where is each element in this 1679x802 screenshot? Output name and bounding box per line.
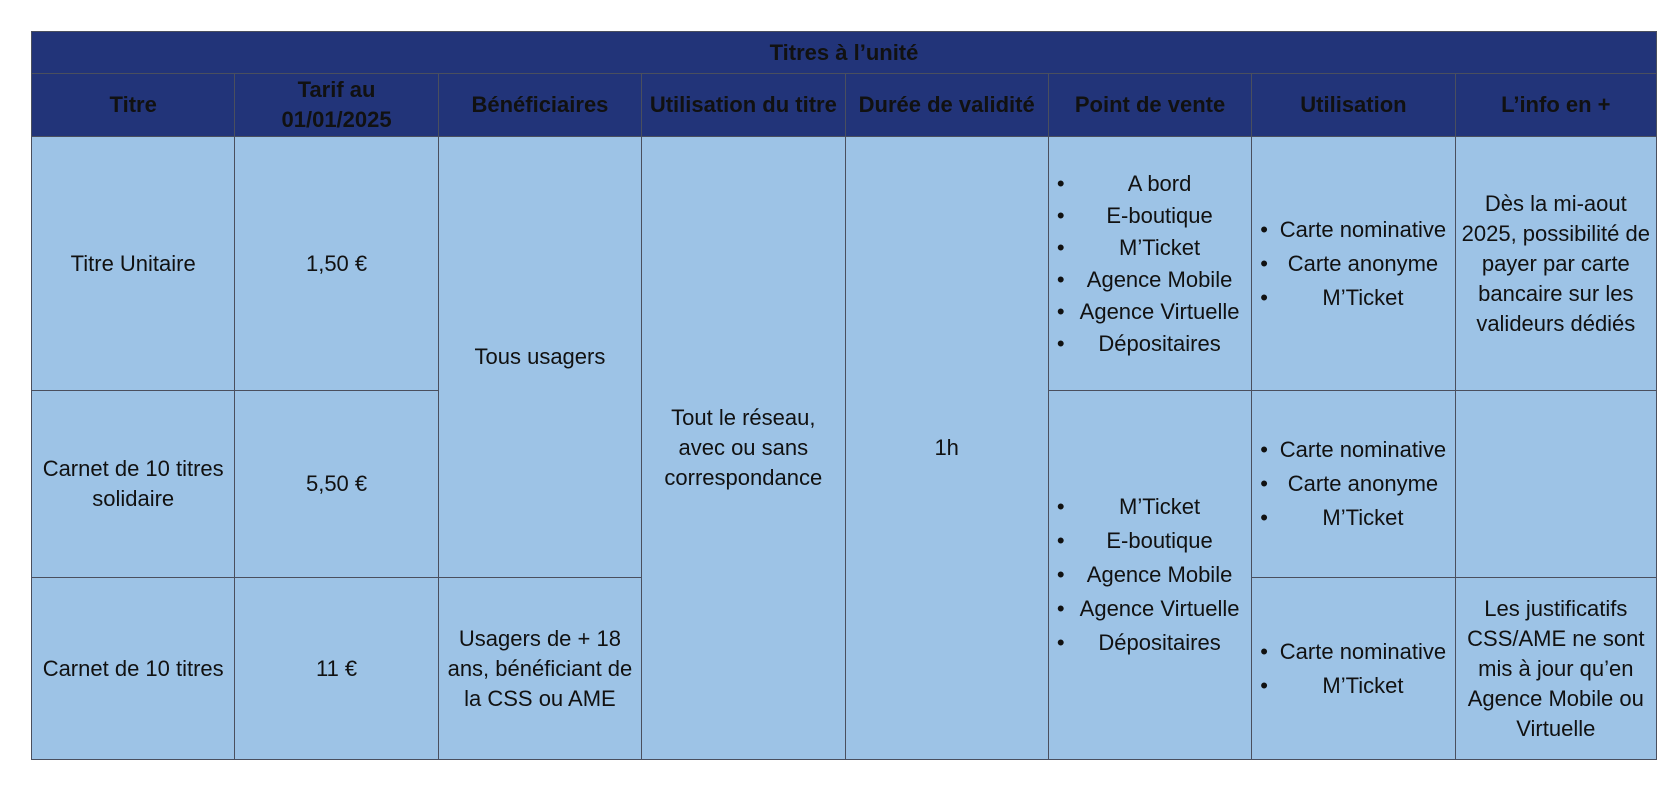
header-tarif: Tarif au 01/01/2025 bbox=[235, 74, 438, 137]
list-item: • Agence Virtuelle bbox=[1055, 297, 1245, 327]
list-item: • Carte nominative bbox=[1258, 215, 1448, 245]
list-item: • Agence Virtuelle bbox=[1055, 594, 1245, 624]
cell-tarif: 5,50 € bbox=[235, 391, 438, 578]
header-point-vente: Point de vente bbox=[1048, 74, 1251, 137]
cell-tarif: 11 € bbox=[235, 578, 438, 760]
list-item: • M’Ticket bbox=[1258, 283, 1448, 313]
list-item: • M’Ticket bbox=[1055, 233, 1245, 263]
cell-info: Les justificatifs CSS/AME ne sont mis à jour qu’en Agence Mobile ou Virtuelle bbox=[1455, 578, 1656, 760]
cell-points-vente bbox=[1048, 137, 1251, 391]
cell-tarif: 1,50 € bbox=[235, 137, 438, 391]
cell-duree: 1h bbox=[845, 137, 1048, 760]
cell-utilisation bbox=[1252, 578, 1455, 760]
cell-beneficiaires: Tous usagers bbox=[438, 137, 641, 578]
cell-titre: Carnet de 10 titres bbox=[32, 578, 235, 760]
header-titre: Titre bbox=[32, 74, 235, 137]
titres-table bbox=[31, 31, 1657, 760]
header-beneficiaires: Bénéficiaires bbox=[438, 74, 641, 137]
cell-utilisation bbox=[1252, 137, 1455, 391]
header-utilisation: Utilisation bbox=[1252, 74, 1455, 137]
list-item: • Agence Mobile bbox=[1055, 560, 1245, 590]
list-item: • M’Ticket bbox=[1258, 503, 1448, 533]
list-item: • E-boutique bbox=[1055, 526, 1245, 556]
list-item: • A bord bbox=[1055, 169, 1245, 199]
list-item: • Carte anonyme bbox=[1258, 249, 1448, 279]
cell-points-vente bbox=[1048, 391, 1251, 760]
list-item: • Dépositaires bbox=[1055, 628, 1245, 658]
cell-utilisation bbox=[1252, 391, 1455, 578]
cell-info bbox=[1455, 391, 1656, 578]
table-row bbox=[32, 137, 1657, 391]
cell-beneficiaires: Usagers de + 18 ans, bénéficiant de la CSS ou AME bbox=[438, 578, 641, 760]
cell-titre: Carnet de 10 titres solidaire bbox=[32, 391, 235, 578]
header-utilisation-titre: Utilisation du titre bbox=[642, 74, 845, 137]
list-item: • E-boutique bbox=[1055, 201, 1245, 231]
cell-utilisation-titre: Tout le réseau, avec ou sans correspondance bbox=[642, 137, 845, 760]
list-item: • Agence Mobile bbox=[1055, 265, 1245, 295]
header-info: L’info en + bbox=[1455, 74, 1656, 137]
list-item: • M’Ticket bbox=[1055, 492, 1245, 522]
header-duree: Durée de validité bbox=[845, 74, 1048, 137]
list-item: • Carte nominative bbox=[1258, 637, 1448, 667]
list-item: • Carte anonyme bbox=[1258, 469, 1448, 499]
list-item: • M’Ticket bbox=[1258, 671, 1448, 701]
cell-titre: Titre Unitaire bbox=[32, 137, 235, 391]
list-item: • Carte nominative bbox=[1258, 435, 1448, 465]
cell-info: Dès la mi-aout 2025, possibilité de payer par carte bancaire sur les valideurs dédiés bbox=[1455, 137, 1656, 391]
list-item: • Dépositaires bbox=[1055, 329, 1245, 359]
table-title: Titres à l’unité bbox=[32, 32, 1657, 74]
